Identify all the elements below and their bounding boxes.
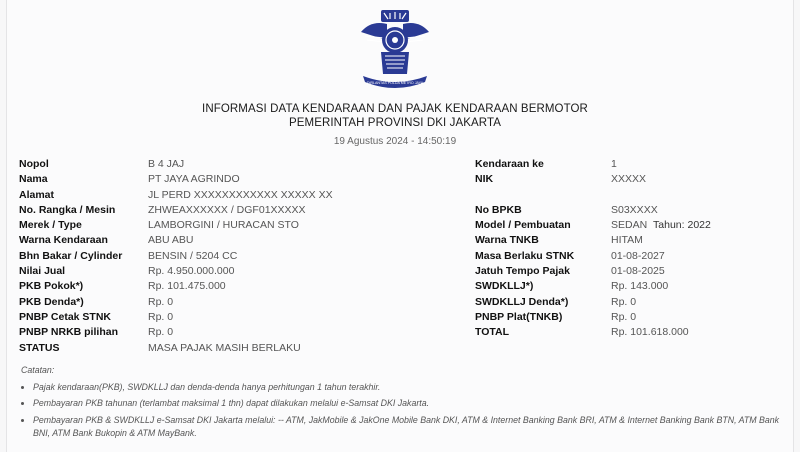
row-pkb-pokok (19, 279, 459, 294)
value-pnbp-nrkb: Rp. 0 (148, 326, 174, 339)
label-swdkllj-denda: SWDKLLJ Denda*) (475, 295, 569, 308)
label-bahan-bakar: Bhn Bakar / Cylinder (19, 249, 123, 262)
row-pkb-denda (19, 295, 459, 310)
label-pkb-pokok: PKB Pokok*) (19, 280, 84, 293)
note-item: • Pajak kendaraan(PKB), SWDKLLJ dan denda-denda hanya perhitungan 1 tahun terakhir. (33, 381, 781, 395)
value-model-type: SEDAN (611, 219, 648, 232)
row-pnbp-nrkb (19, 325, 459, 340)
value-warna-tnkb: HITAM (611, 234, 643, 247)
value-nopol: B 4 JAJ (148, 158, 185, 170)
value-nilai-jual: Rp. 4.950.000.000 (148, 265, 235, 278)
row-rangka-mesin (19, 203, 459, 218)
note-item: • Pembayaran PKB tahunan (terlambat maksimal 1 thn) dapat dilakukan melalui e-Samsat DKI Jakarta. (33, 397, 781, 411)
value-swdkllj: Rp. 143.000 (611, 280, 669, 293)
value-warna: ABU ABU (148, 234, 194, 247)
label-pnbp-cetak: PNBP Cetak STNK (19, 310, 111, 323)
value-kendaraan-ke: 1 (611, 158, 617, 170)
police-emblem-icon (357, 6, 433, 90)
page-subtitle: PEMERINTAH PROVINSI DKI JAKARTA (288, 117, 502, 129)
row-kendaraan-ke (475, 157, 795, 172)
label-pnbp-nrkb: PNBP NRKB pilihan (19, 326, 118, 339)
row-nik (475, 172, 795, 187)
value-nama: PT JAYA AGRINDO (148, 173, 240, 186)
value-total: Rp. 101.618.000 (611, 326, 689, 339)
row-bpkb (475, 203, 795, 218)
vehicle-tax-info-card (6, 0, 794, 452)
value-alamat: JL PERD XXXXXXXXXXXX XXXXX XX (148, 188, 333, 201)
row-nama (19, 172, 459, 187)
label-nilai-jual: Nilai Jual (19, 265, 66, 278)
label-rangka-mesin: No. Rangka / Mesin (19, 203, 116, 216)
row-bahan-bakar (19, 249, 459, 264)
value-jatuh-tempo: 01-08-2025 (611, 265, 665, 278)
row-warna (19, 233, 459, 248)
row-swdkllj (475, 279, 795, 294)
row-merek-type (19, 218, 459, 233)
row-jatuh-tempo (475, 264, 795, 279)
notes-list (21, 381, 781, 441)
value-pkb-denda: Rp. 0 (148, 295, 174, 308)
label-nama: Nama (19, 173, 48, 186)
label-alamat: Alamat (19, 188, 55, 201)
row-total (475, 325, 795, 340)
label-nopol: Nopol (19, 158, 49, 170)
vehicle-info-right (475, 157, 795, 341)
value-masa-stnk: 01-08-2027 (611, 249, 665, 262)
vehicle-info-left (19, 157, 459, 356)
row-status (19, 341, 459, 356)
status-badge: MASA PAJAK MASIH BERLAKU (148, 341, 301, 354)
value-rangka-mesin: ZHWEAXXXXXX / DGF01XXXXX (148, 203, 306, 216)
label-swdkllj: SWDKLLJ*) (475, 280, 534, 293)
row-nilai-jual (19, 264, 459, 279)
value-pkb-pokok: Rp. 101.475.000 (148, 280, 226, 293)
label-pkb-denda: PKB Denda*) (19, 295, 84, 308)
notes-section (21, 364, 781, 444)
value-nik: XXXXX (611, 173, 647, 186)
label-total: TOTAL (475, 326, 510, 339)
value-swdkllj-denda: Rp. 0 (611, 295, 637, 308)
value-bahan-bakar: BENSIN / 5204 CC (148, 249, 238, 262)
value-bpkb: S03XXXX (611, 203, 658, 216)
label-warna-tnkb: Warna TNKB (475, 234, 539, 247)
notes-heading: Catatan: (21, 365, 55, 375)
label-warna: Warna Kendaraan (19, 234, 108, 247)
row-model (475, 218, 795, 233)
value-pnbp-cetak: Rp. 0 (148, 310, 174, 323)
label-masa-stnk: Masa Berlaku STNK (475, 249, 575, 262)
row-swdkllj-denda (475, 295, 795, 310)
label-merek-type: Merek / Type (19, 219, 82, 232)
logo-text: DIRLANTAS POLDA METRO JAYA (366, 81, 424, 85)
row-masa-stnk (475, 249, 795, 264)
label-model: Model / Pembuatan (475, 219, 571, 232)
value-pnbp-plat: Rp. 0 (611, 310, 637, 323)
row-pnbp-cetak (19, 310, 459, 325)
timestamp: 19 Agustus 2024 - 14:50:19 (333, 136, 457, 147)
label-status: STATUS (19, 341, 60, 354)
label-kendaraan-ke: Kendaraan ke (475, 158, 544, 170)
note-item: • Pembayaran PKB & SWDKLLJ e-Samsat DKI Jakarta melalui: -- ATM, JakMobile & JakOne Mobile Bank DKI, ATM & Internet Banking Bank BRI, ATM & Internet Banking Bank BTN, ATM Bank BNI, ATM Bank Bukopin & ATM MayBank. (33, 414, 781, 441)
row-pnbp-plat (475, 310, 795, 325)
label-pnbp-plat: PNBP Plat(TNKB) (475, 310, 563, 323)
label-jatuh-tempo: Jatuh Tempo Pajak (475, 265, 570, 278)
page-title: INFORMASI DATA KENDARAAN DAN PAJAK KENDARAAN BERMOTOR (202, 103, 588, 115)
value-model (611, 218, 711, 233)
row-warna-tnkb (475, 233, 795, 248)
label-nik: NIK (475, 173, 494, 186)
value-model-year: Tahun: 2022 (653, 219, 711, 232)
row-alamat (19, 188, 459, 203)
label-bpkb: No BPKB (475, 203, 522, 216)
value-merek-type: LAMBORGINI / HURACAN STO (148, 219, 299, 232)
row-nopol (19, 157, 459, 172)
row-spacer (475, 188, 795, 203)
